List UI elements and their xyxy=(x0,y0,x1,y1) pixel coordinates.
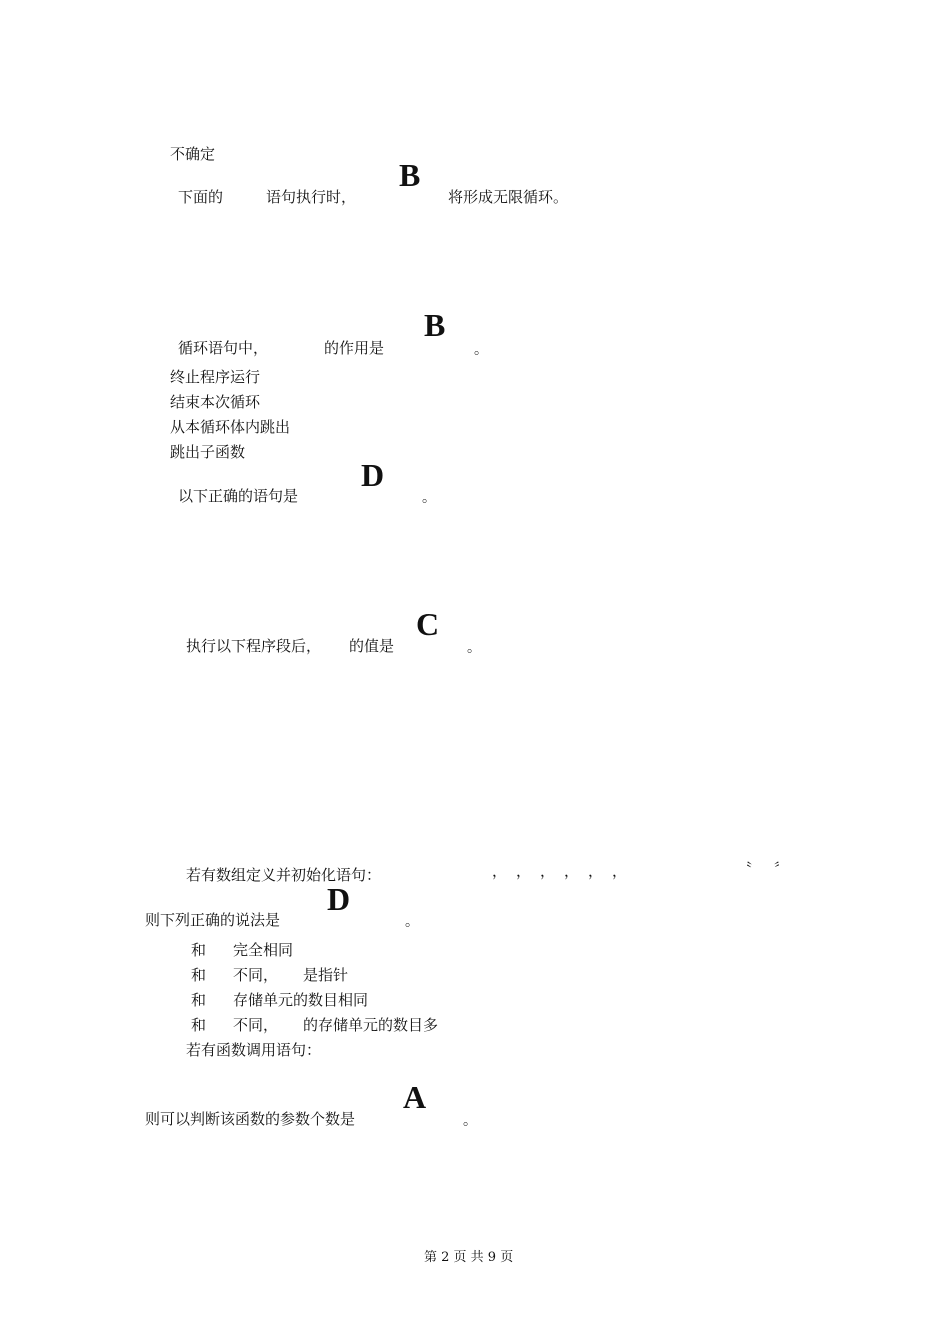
option-text: 和 xyxy=(191,966,207,984)
option-text: 终止程序运行 xyxy=(170,368,261,386)
question-stem: 若有函数调用语句： xyxy=(186,1041,322,1059)
quote-mark: 〝 xyxy=(738,862,752,878)
answer-letter: D xyxy=(327,881,351,917)
question-stem-part: 的值是 xyxy=(349,637,395,655)
option-text: 的存储单元的数目多 xyxy=(303,1016,439,1034)
question-stem: 若有数组定义并初始化语句： xyxy=(186,866,382,884)
option-text: 和 xyxy=(191,941,207,959)
question-stem-end: 。 xyxy=(422,490,436,506)
punctuation: ， xyxy=(492,862,508,880)
page-footer: 第 2 页 共 9 页 xyxy=(424,1250,514,1265)
answer-letter: B xyxy=(399,157,421,193)
punctuation: ， xyxy=(540,862,556,880)
answer-letter: B xyxy=(424,307,446,343)
option-text: 从本循环体内跳出 xyxy=(170,418,291,436)
question-stem: 则下列正确的说法是 xyxy=(145,911,281,929)
question-stem-part: 的作用是 xyxy=(324,339,385,357)
option-text: 和 xyxy=(191,991,207,1009)
quote-mark: 〞 xyxy=(774,862,788,878)
punctuation: ， xyxy=(564,862,580,880)
answer-letter: C xyxy=(416,606,440,642)
option-text: 是指针 xyxy=(303,966,349,984)
option-text: 不同， xyxy=(233,1016,279,1034)
question-stem-part: 执行以下程序段后， xyxy=(186,637,322,655)
option-text: 完全相同 xyxy=(233,941,294,959)
punctuation: ， xyxy=(612,862,628,880)
answer-letter: A xyxy=(403,1079,427,1115)
punctuation: ， xyxy=(588,862,604,880)
option-text: 跳出子函数 xyxy=(170,443,246,461)
question-stem: 以下正确的语句是 xyxy=(178,487,299,505)
option-text: 存储单元的数目相同 xyxy=(233,991,369,1009)
question-stem-end: 。 xyxy=(405,914,419,930)
question-stem-end: 。 xyxy=(467,640,481,656)
question-stem-part: 循环语句中， xyxy=(178,339,269,357)
question-stem-end: 。 xyxy=(474,342,488,358)
option-text: 不确定 xyxy=(170,145,216,163)
punctuation: ， xyxy=(516,862,532,880)
option-text: 和 xyxy=(191,1016,207,1034)
option-text: 结束本次循环 xyxy=(170,393,261,411)
answer-letter: D xyxy=(361,457,385,493)
question-stem-part: 将形成无限循环。 xyxy=(448,188,569,206)
question-stem-part: 下面的 xyxy=(178,188,224,206)
question-stem-part: 语句执行时， xyxy=(266,188,357,206)
option-text: 不同， xyxy=(233,966,279,984)
question-stem-end: 。 xyxy=(463,1113,477,1129)
question-stem: 则可以判断该函数的参数个数是 xyxy=(145,1110,356,1128)
